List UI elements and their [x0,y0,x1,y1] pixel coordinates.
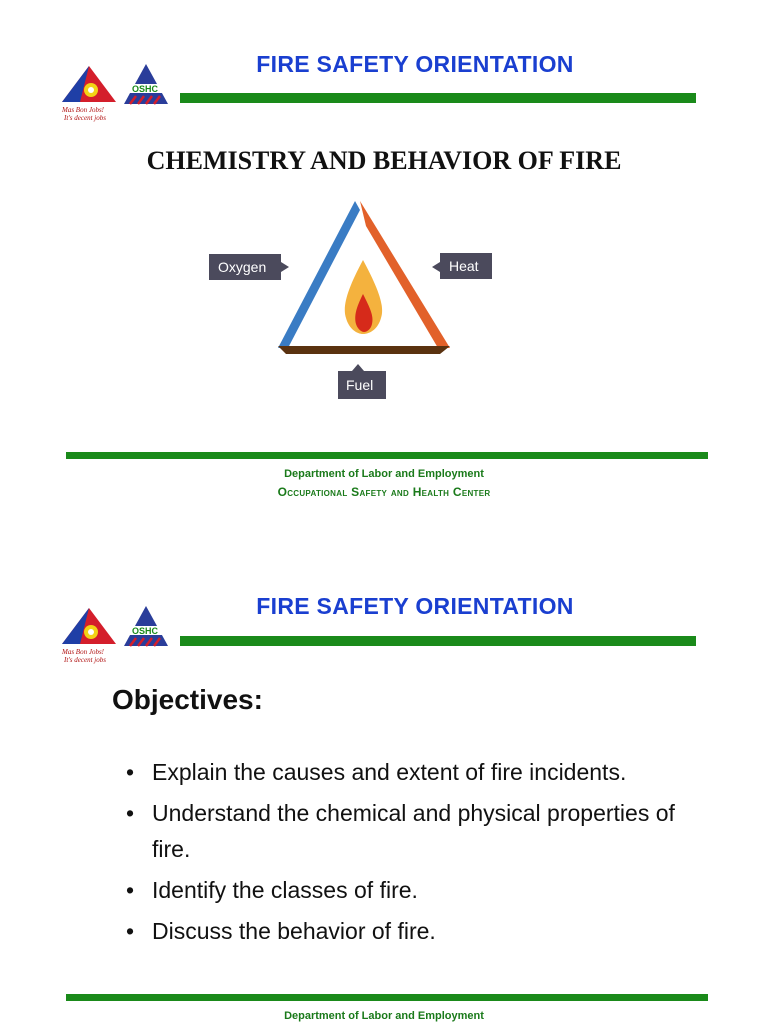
dole-logo [58,604,120,666]
objectives-heading: Objectives: [112,684,263,715]
bullet-icon: • [126,918,135,944]
bullet-icon: • [126,800,135,826]
oshc-logo [120,62,172,108]
slide-objectives [0,540,768,1024]
oxygen-label: Oxygen [218,259,267,275]
header-title: FIRE SAFETY ORIENTATION [256,593,574,619]
header-divider [180,636,696,646]
objective-text: Discuss the behavior of fire. [152,918,436,944]
oshc-logo [120,604,172,650]
footer-divider [66,994,708,1001]
dole-motto-1: Mas Bon Jobs! [62,648,104,656]
header-title: FIRE SAFETY ORIENTATION [256,51,574,77]
list-item [126,754,686,790]
objective-text: Identify the classes of fire. [152,877,418,903]
bullet-icon: • [126,877,135,903]
dole-logo [58,62,120,124]
fuel-label: Fuel [346,377,374,393]
dole-motto-2: It's decent jobs [64,656,106,664]
oxygen-label-box [209,254,289,280]
triangle-oxygen-side [278,201,360,348]
objective-text: Understand the chemical and physical properties of fire. [152,800,675,862]
dole-motto-2: It's decent jobs [64,114,106,122]
oshc-logo-text: OSHC [132,626,159,636]
bullet-icon: • [126,759,135,785]
footer-divider [66,452,708,459]
oshc-logo-text: OSHC [132,84,159,94]
footer-department: Department of Labor and Employment [284,1010,484,1022]
heat-label-box [432,253,492,279]
list-item [126,872,686,908]
list-item [126,913,686,949]
objectives-list [126,754,686,954]
fuel-label-box [338,364,386,399]
header-divider [180,93,696,103]
list-item [126,795,686,867]
section-title: CHEMISTRY AND BEHAVIOR OF FIRE [146,146,622,175]
objective-text: Explain the causes and extent of fire incidents. [152,759,627,785]
footer-department: Department of Labor and Employment [284,468,484,480]
dole-motto-1: Mas Bon Jobs! [62,106,104,114]
triangle-fuel-side [278,346,450,354]
fire-triangle-diagram [200,196,510,406]
heat-label: Heat [449,258,479,274]
footer-center-name: Occupational Safety and Health Center [277,485,491,499]
